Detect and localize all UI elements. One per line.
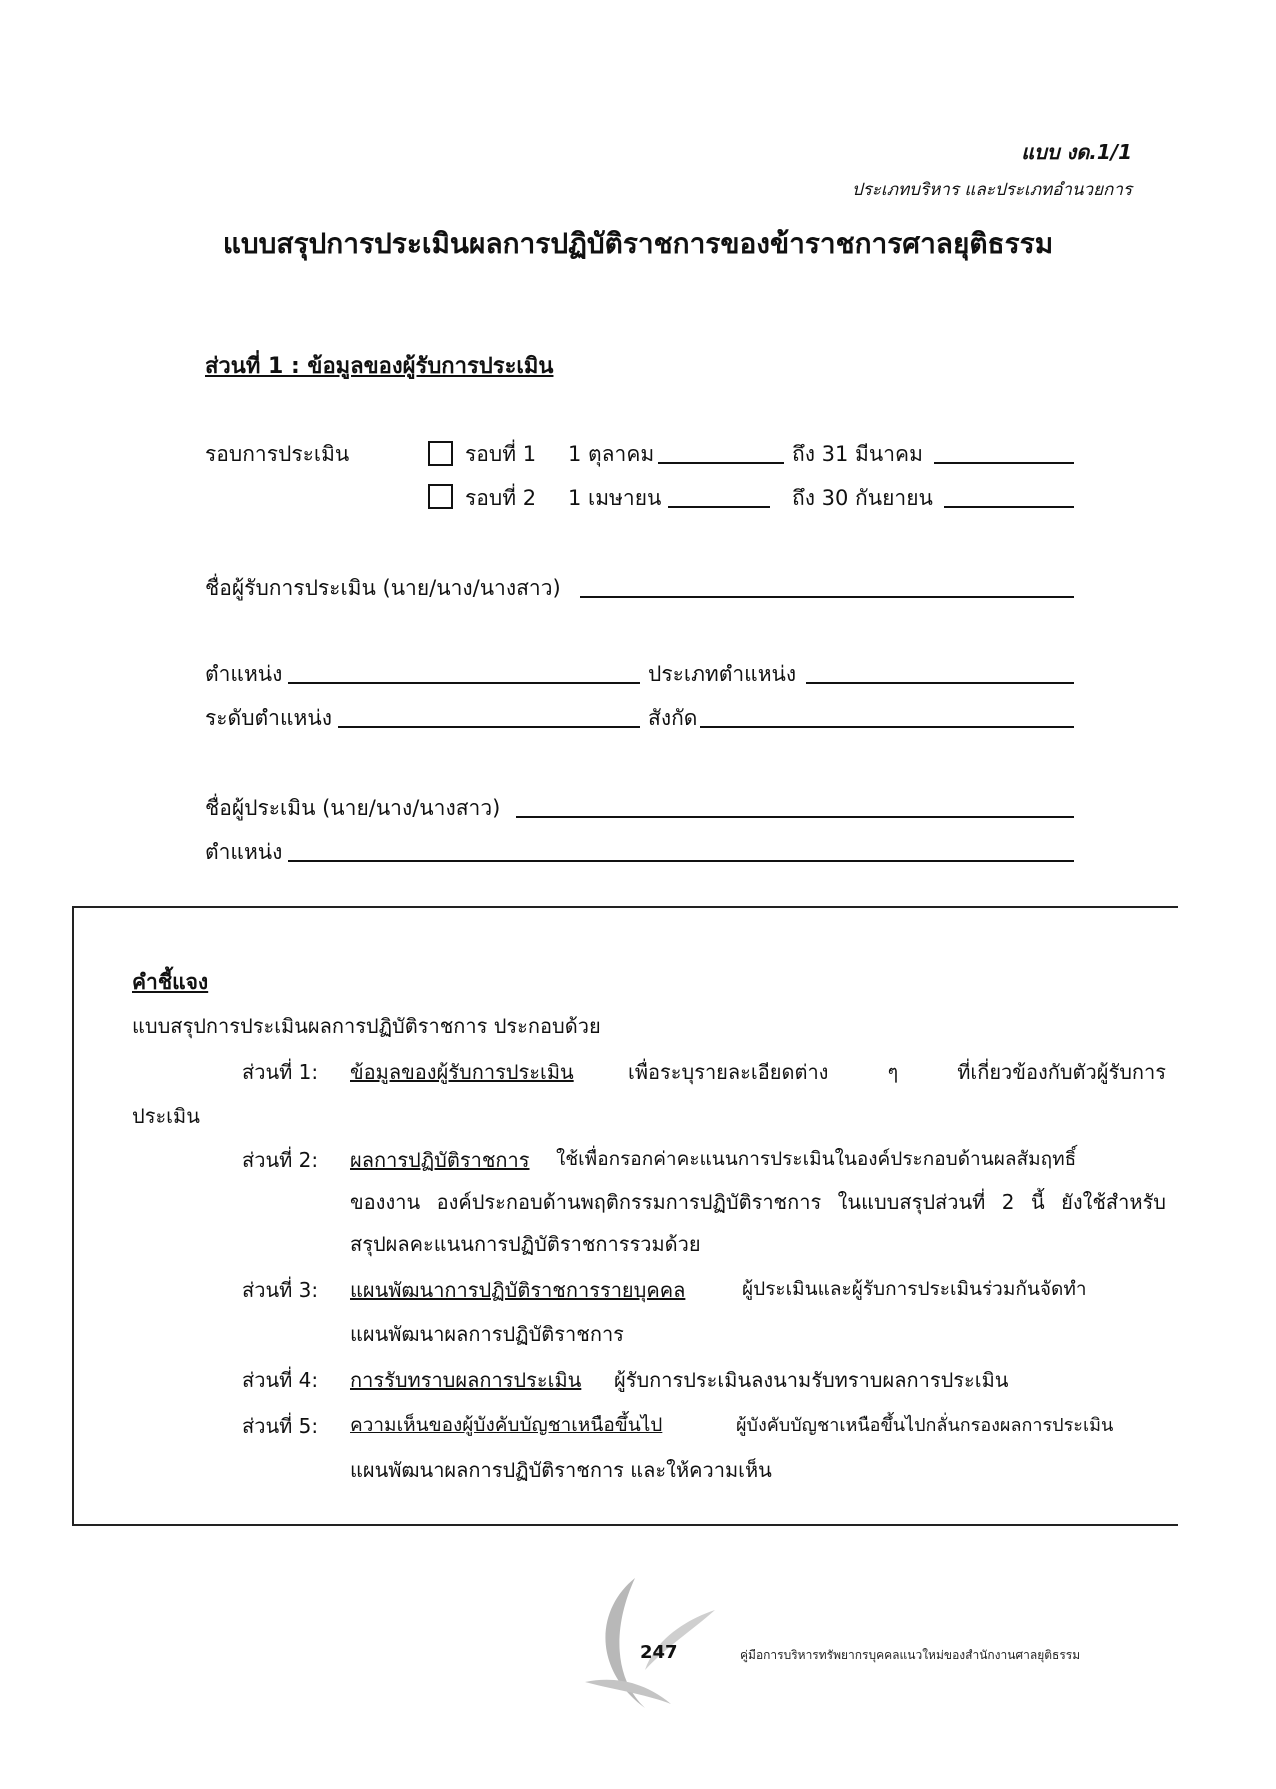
evaluator-name-field[interactable] — [516, 816, 1074, 818]
round2-start: 1 เมษายน — [568, 486, 662, 510]
evaluator-name-label: ชื่อผู้ประเมิน (นาย/นาง/นางสาว) — [205, 796, 501, 820]
item1-line1: เพื่อระบุรายละเอียดต่าง ๆ ที่เกี่ยวข้องกับตัวผู้รับการ — [628, 1060, 1166, 1084]
form-code: แบบ งด.1/1 — [1021, 140, 1132, 164]
item2-line3: สรุปผลคะแนนการปฏิบัติราชการรวมด้วย — [350, 1232, 701, 1256]
item2-line2: ของงาน องค์ประกอบด้านพฤติกรรมการปฏิบัติราชการ ในแบบสรุปส่วนที่ 2 นี้ ยังใช้สำหรับ — [350, 1190, 1166, 1214]
item2-line1: ใช้เพื่อกรอกค่าคะแนนการประเมินในองค์ประกอบด้านผลสัมฤทธิ์ — [556, 1148, 1077, 1170]
instructions-intro: แบบสรุปการประเมินผลการปฏิบัติราชการ ประกอบด้วย — [132, 1014, 601, 1038]
level-field[interactable] — [338, 726, 640, 728]
round2-start-date-field[interactable] — [668, 506, 770, 508]
item4-topic: การรับทราบผลการประเมิน — [350, 1368, 582, 1392]
part1-heading: ส่วนที่ 1 : ข้อมูลของผู้รับการประเมิน — [205, 354, 554, 379]
position-type-field[interactable] — [806, 682, 1074, 684]
item5-label: ส่วนที่ 5: — [242, 1414, 319, 1438]
item3-label: ส่วนที่ 3: — [242, 1278, 319, 1302]
item2-topic: ผลการปฏิบัติราชการ — [350, 1148, 530, 1172]
position-label: ตำแหน่ง — [205, 662, 283, 686]
position-type-label: ประเภทตำแหน่ง — [648, 662, 797, 686]
round2-checkbox[interactable] — [428, 484, 453, 509]
position-field[interactable] — [288, 682, 640, 684]
round2-name: รอบที่ 2 — [465, 486, 537, 510]
evaluatee-name-field[interactable] — [580, 596, 1074, 598]
round1-checkbox[interactable] — [428, 441, 453, 466]
round1-end-date-field[interactable] — [934, 462, 1074, 464]
item4-line1: ผู้รับการประเมินลงนามรับทราบผลการประเมิน — [614, 1368, 1009, 1392]
round2-end-date-field[interactable] — [944, 506, 1074, 508]
item3-line1: ผู้ประเมินและผู้รับการประเมินร่วมกันจัดทำ — [742, 1278, 1087, 1300]
round1-end: ถึง 31 มีนาคม — [792, 442, 923, 466]
item5-line2: แผนพัฒนาผลการปฏิบัติราชการ และให้ความเห็น — [350, 1458, 772, 1482]
page-title: แบบสรุปการประเมินผลการปฏิบัติราชการของข้าราชการศาลยุติธรรม — [222, 227, 1054, 260]
page-number: 247 — [640, 1642, 678, 1663]
round1-name: รอบที่ 1 — [465, 442, 537, 466]
evaluator-position-field[interactable] — [288, 860, 1074, 862]
instructions-heading: คำชี้แจง — [132, 970, 209, 994]
item1-label: ส่วนที่ 1: — [242, 1060, 319, 1084]
item5-line1: ผู้บังคับบัญชาเหนือขึ้นไปกลั่นกรองผลการประเมิน — [736, 1415, 1114, 1436]
affiliation-field[interactable] — [700, 726, 1074, 728]
item3-line2: แผนพัฒนาผลการปฏิบัติราชการ — [350, 1322, 624, 1346]
affiliation-label: สังกัด — [648, 706, 698, 730]
form-type: ประเภทบริหาร และประเภทอำนวยการ — [851, 180, 1132, 200]
evaluatee-name-label: ชื่อผู้รับการประเมิน (นาย/นาง/นางสาว) — [205, 576, 561, 600]
item2-label: ส่วนที่ 2: — [242, 1148, 319, 1172]
round1-start-date-field[interactable] — [658, 462, 784, 464]
item1-line2: ประเมิน — [132, 1104, 200, 1128]
item4-label: ส่วนที่ 4: — [242, 1368, 319, 1392]
item3-topic: แผนพัฒนาการปฏิบัติราชการรายบุคคล — [350, 1278, 686, 1302]
footer-manual-title: คู่มือการบริหารทรัพยากรบุคคลแนวใหม่ของสำนักงานศาลยุติธรรม — [740, 1648, 1081, 1662]
item1-topic: ข้อมูลของผู้รับการประเมิน — [350, 1060, 574, 1084]
evaluator-position-label: ตำแหน่ง — [205, 840, 283, 864]
round-label: รอบการประเมิน — [205, 442, 350, 466]
round1-start: 1 ตุลาคม — [568, 442, 655, 466]
round2-end: ถึง 30 กันยายน — [792, 486, 933, 510]
level-label: ระดับตำแหน่ง — [205, 706, 332, 730]
item5-topic: ความเห็นของผู้บังคับบัญชาเหนือขึ้นไป — [350, 1414, 663, 1436]
